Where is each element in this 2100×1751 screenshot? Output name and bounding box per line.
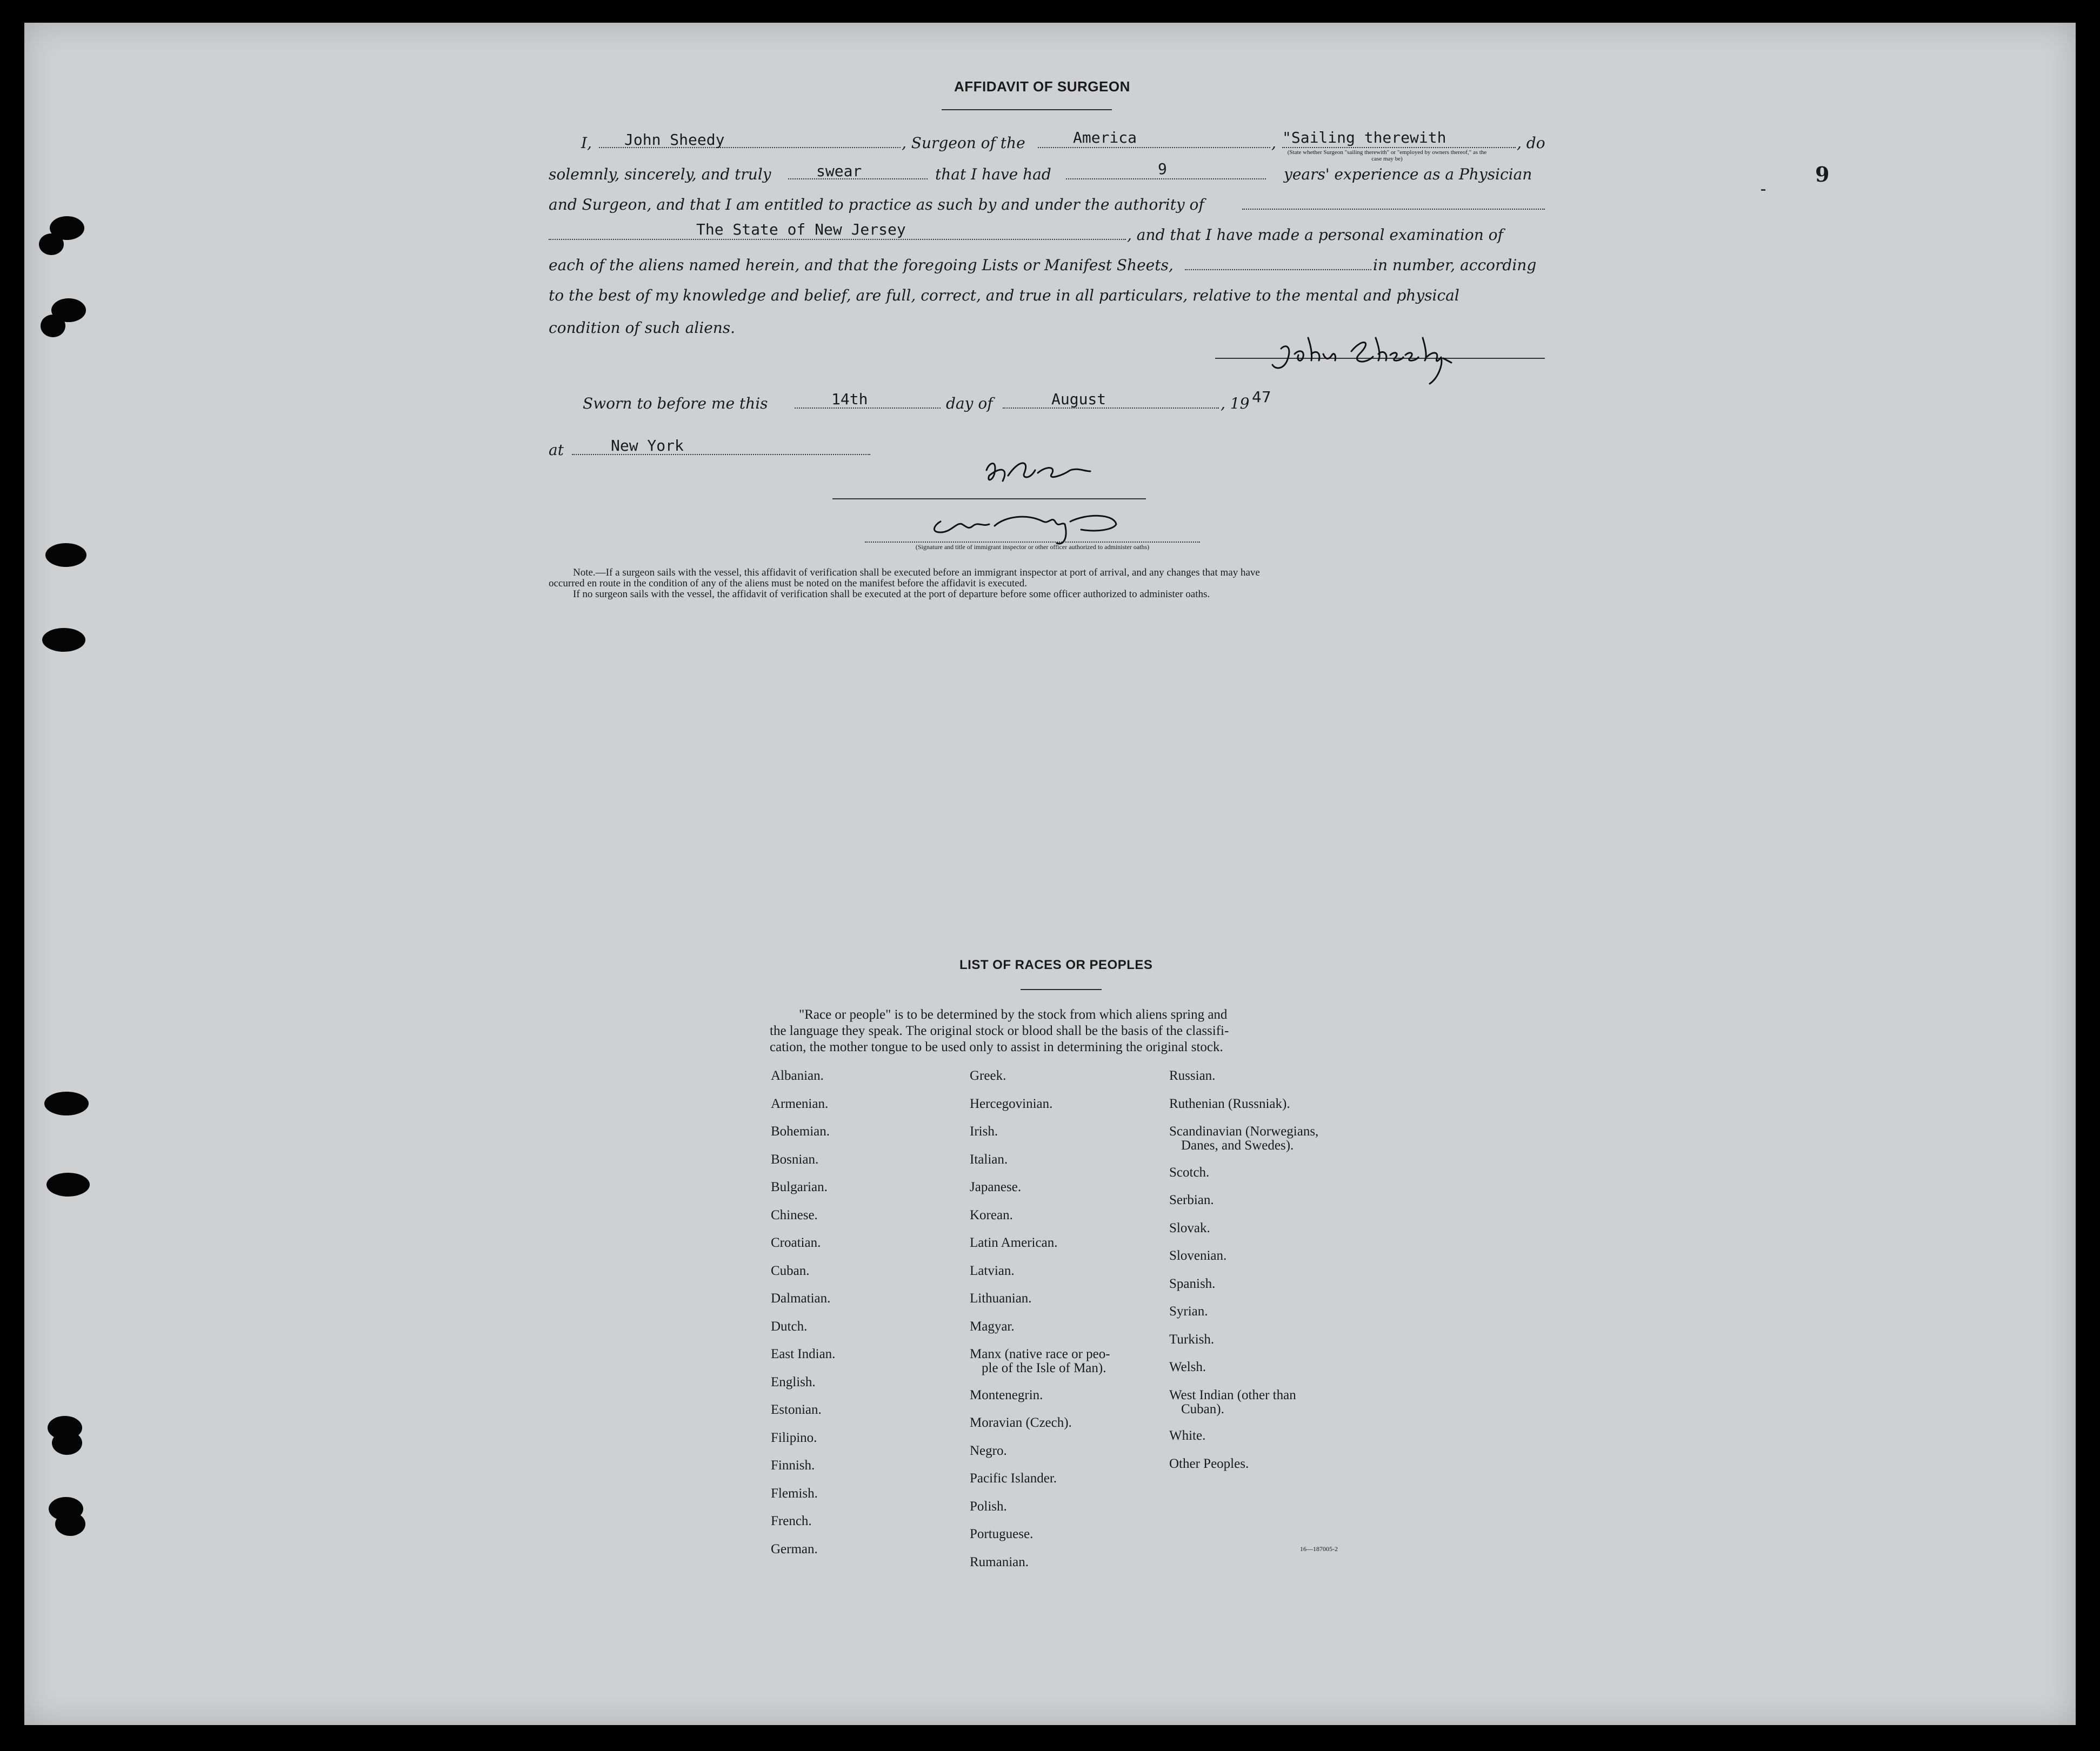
affidavit-text: , and that I have made a personal examination of [1127,226,1503,244]
race-item: Pacific Islander. [970,1471,1057,1486]
race-item: Flemish. [771,1486,818,1501]
place-label: at [549,441,564,459]
race-item: Rumanian. [970,1555,1029,1569]
punch-hole [46,1173,90,1197]
race-item: Estonian. [771,1402,822,1417]
surgeon-capacity: "Sailing therewith [1282,129,1446,146]
race-item: Welsh. [1169,1360,1206,1374]
race-item: Cuban. [771,1264,810,1278]
punch-hole [39,233,64,255]
capacity-note: (State whether Surgeon "sailing therewith" or "employed by owners thereof," as the case may be) [1287,149,1487,162]
race-item: Bohemian. [771,1124,830,1139]
inspector-line [832,498,1146,499]
blank-line [1066,178,1266,179]
race-item: Manx (native race or peo- ple of the Isle of Man). [970,1347,1110,1375]
note-line-3: If no surgeon sails with the vessel, the affidavit of verification shall be executed at the port of departure before some officer authorized to administer oaths. [573,589,1210,600]
race-item: East Indian. [771,1347,836,1361]
punch-hole [41,315,65,337]
punch-hole [42,628,85,652]
document-sheet [24,23,2076,1725]
race-item: White. [1169,1428,1206,1443]
affidavit-text: , Surgeon of the [902,134,1025,152]
race-item: Bosnian. [771,1152,819,1167]
races-intro-3: cation, the mother tongue to be used only to assist in determining the original stock. [770,1040,1223,1054]
blank-line [1242,209,1545,210]
race-item: Croatian. [771,1235,821,1250]
race-item: Spanish. [1169,1277,1216,1291]
inspector-signature [970,449,1165,497]
sworn-year-prefix: , 19 [1221,395,1250,412]
race-item: Serbian. [1169,1193,1214,1207]
inspector-title-line [865,542,1200,543]
race-item: Chinese. [771,1208,818,1222]
race-item: Slovak. [1169,1221,1210,1235]
page-number: 9 [1815,162,1830,186]
sworn-text: day of [946,395,993,412]
affidavit-text: , [1271,134,1276,152]
race-item: Turkish. [1169,1332,1215,1347]
years-experience: 9 [1158,160,1167,178]
authority: The State of New Jersey [696,220,906,238]
affidavit-text: that I have had [935,165,1051,183]
race-item: Moravian (Czech). [970,1415,1072,1430]
race-item: Ruthenian (Russniak). [1169,1097,1290,1111]
race-item: Dalmatian. [771,1291,831,1306]
race-item: Scotch. [1169,1165,1210,1180]
race-item: Magyar. [970,1319,1015,1334]
race-item: Japanese. [970,1180,1022,1194]
race-item: Latin American. [970,1235,1058,1250]
note-line-1: Note.—If a surgeon sails with the vessel, this affidavit of verification shall be executed before an immigrant inspector at port of arrival, and any changes that may have [573,567,1260,578]
affidavit-text: solemnly, sincerely, and truly [549,165,771,183]
race-item: Syrian. [1169,1304,1208,1319]
margin-mark [1761,189,1765,191]
oath-word: swear [816,162,862,180]
blank-line [549,239,1126,240]
affidavit-text: to the best of my knowledge and belief, are full, correct, and true in all particulars, relative to the mental and physical [549,286,1459,304]
race-item: Finnish. [771,1458,815,1473]
affidavit-text: in number, according [1373,256,1537,274]
sworn-day: 14th [831,390,868,408]
race-item: Bulgarian. [771,1180,828,1194]
race-item: Scandinavian (Norwegians, Danes, and Swedes). [1169,1124,1319,1153]
races-title-rule [1021,989,1102,990]
punch-hole [45,543,86,567]
vessel-name: America [1073,129,1137,146]
race-item: Other Peoples. [1169,1456,1249,1471]
affidavit-text: each of the aliens named herein, and that the foregoing Lists or Manifest Sheets, [549,256,1174,274]
race-item: Irish. [970,1124,998,1139]
race-item: Hercegovinian. [970,1097,1053,1111]
race-item: Italian. [970,1152,1008,1167]
punch-hole [44,1092,89,1115]
race-item: English. [771,1375,816,1389]
race-item: Dutch. [771,1319,808,1334]
race-item: Montenegrin. [970,1388,1043,1402]
race-item: Portuguese. [970,1527,1034,1541]
race-item: Armenian. [771,1097,829,1111]
sworn-place: New York [611,437,684,455]
race-item: Polish. [970,1499,1007,1514]
race-item: German. [771,1542,818,1556]
races-intro-1: "Race or people" is to be determined by the stock from which aliens spring and [799,1007,1228,1022]
race-item: French. [771,1514,812,1528]
affidavit-text: condition of such aliens. [549,319,736,337]
race-item: Negro. [970,1443,1007,1458]
race-item: Russian. [1169,1068,1216,1083]
affidavit-text: and Surgeon, and that I am entitled to practice as such by and under the authority of [549,196,1204,213]
race-item: West Indian (other than Cuban). [1169,1388,1296,1416]
affidavit-title: AFFIDAVIT OF SURGEON [954,78,1130,95]
blank-line [1003,407,1219,409]
race-item: Korean. [970,1208,1013,1222]
inspector-caption: (Signature and title of immigrant inspector or other officer authorized to administer oaths) [915,543,1150,551]
race-item: Lithuanian. [970,1291,1032,1306]
races-intro-2: the language they speak. The original stock or blood shall be the basis of the classifi- [770,1024,1229,1038]
race-item: Albanian. [771,1068,824,1083]
blank-line [1185,269,1371,270]
punch-hole [55,1512,85,1536]
race-item: Greek. [970,1068,1006,1083]
races-title: LIST OF RACES OR PEOPLES [959,958,1153,972]
affidavit-text: years' experience as a Physician [1284,165,1532,183]
race-item: Latvian. [970,1264,1015,1278]
blank-line [1282,147,1516,148]
race-item: Slovenian. [1169,1248,1227,1263]
form-code: 16—187005-2 [1300,1545,1338,1553]
surgeon-signature [1265,327,1524,386]
race-item: Filipino. [771,1431,817,1445]
blank-line [1038,147,1270,148]
sworn-text: Sworn to before me this [583,395,768,412]
affidavit-text: , do [1517,134,1545,152]
note-line-2: occurred en route in the condition of any of the aliens must be noted on the manifest before the affidavit is executed. [549,578,1027,589]
sworn-month: August [1051,390,1106,408]
title-rule [942,109,1112,110]
sworn-year-suffix: 47 [1252,388,1271,406]
affidavit-text: I, [581,134,592,152]
surgeon-name: John Sheedy [624,131,725,149]
punch-hole [52,1431,82,1455]
